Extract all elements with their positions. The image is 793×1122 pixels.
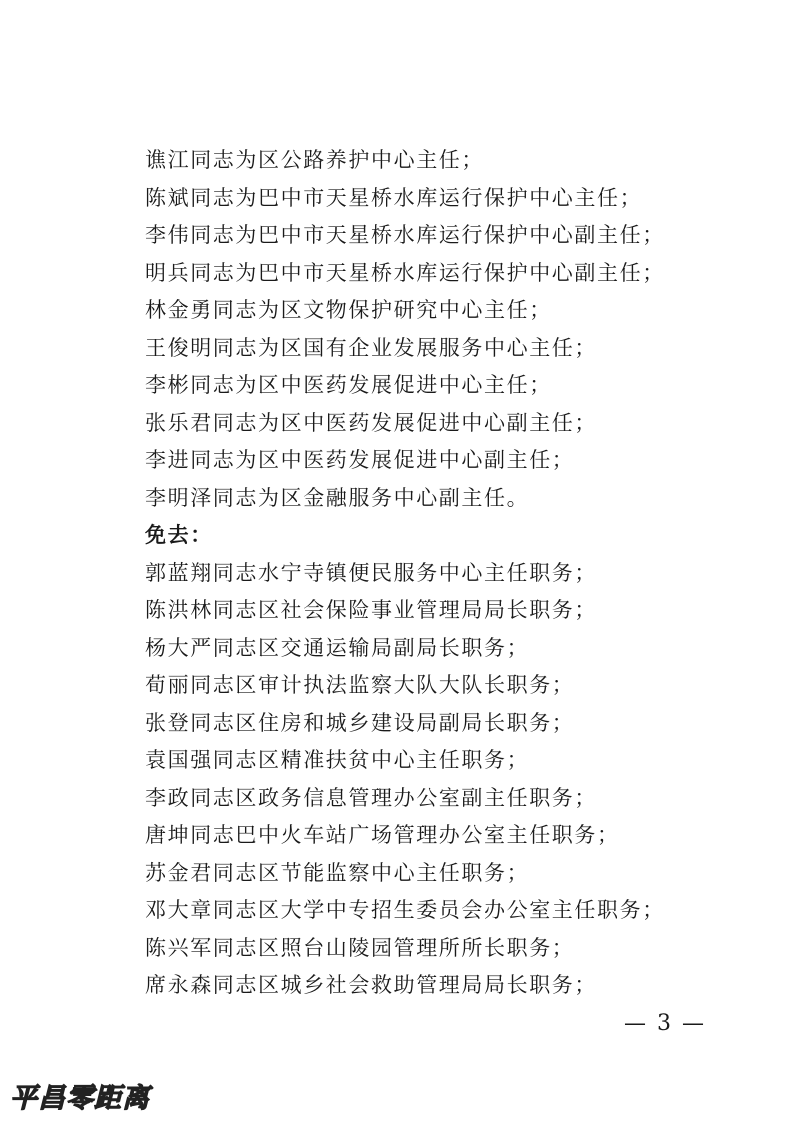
dismissal-line: 苏金君同志区节能监察中心主任职务； — [145, 860, 530, 885]
dismissal-line: 郭蓝翔同志水宁寺镇便民服务中心主任职务； — [145, 560, 597, 585]
appointment-line: 林金勇同志为区文物保护研究中心主任； — [145, 298, 552, 322]
appointment-line: 张乐君同志为区中医药发展促进中心副主任； — [145, 410, 597, 435]
appointment-line: 陈斌同志为巴中市天星桥水库运行保护中心主任； — [145, 185, 643, 210]
dismissal-line: 陈洪林同志区社会保险事业管理局局长职务； — [145, 598, 597, 622]
dismissal-line: 唐坤同志巴中火车站广场管理办公室主任职务； — [145, 823, 620, 847]
watermark-logo: 平昌零距离 — [10, 1083, 150, 1114]
dismissal-heading: 免去： — [145, 523, 213, 547]
dismissal-line: 杨大严同志区交通运输局副局长职务； — [145, 635, 530, 660]
appointment-line: 李明泽同志为区金融服务中心副主任。 — [145, 485, 530, 510]
appointment-line: 李伟同志为巴中市天星桥水库运行保护中心副主任； — [145, 223, 665, 247]
appointment-line: 明兵同志为巴中市天星桥水库运行保护中心副主任； — [145, 260, 665, 285]
dismissal-line: 荀丽同志区审计执法监察大队大队长职务； — [145, 673, 575, 697]
dismissal-line: 李政同志区政务信息管理办公室副主任职务； — [145, 785, 597, 810]
dismissal-line: 席永森同志区城乡社会救助管理局局长职务； — [145, 973, 597, 997]
appointment-line: 李彬同志为区中医药发展促进中心主任； — [145, 373, 552, 397]
dismissal-line: 张登同志区住房和城乡建设局副局长职务； — [145, 710, 575, 735]
page-number: — 3 — — [624, 1011, 706, 1036]
dismissal-line: 邓大章同志区大学中专招生委员会办公室主任职务； — [145, 898, 665, 922]
dismissal-line: 陈兴军同志区照台山陵园管理所所长职务； — [145, 935, 575, 960]
appointment-line: 谯江同志为区公路养护中心主任； — [145, 148, 484, 172]
appointment-line: 王俊明同志为区国有企业发展服务中心主任； — [145, 335, 597, 360]
dismissal-line: 袁国强同志区精准扶贫中心主任职务； — [145, 748, 530, 772]
appointment-line: 李进同志为区中医药发展促进中心副主任； — [145, 448, 575, 472]
document-body — [145, 142, 745, 1005]
